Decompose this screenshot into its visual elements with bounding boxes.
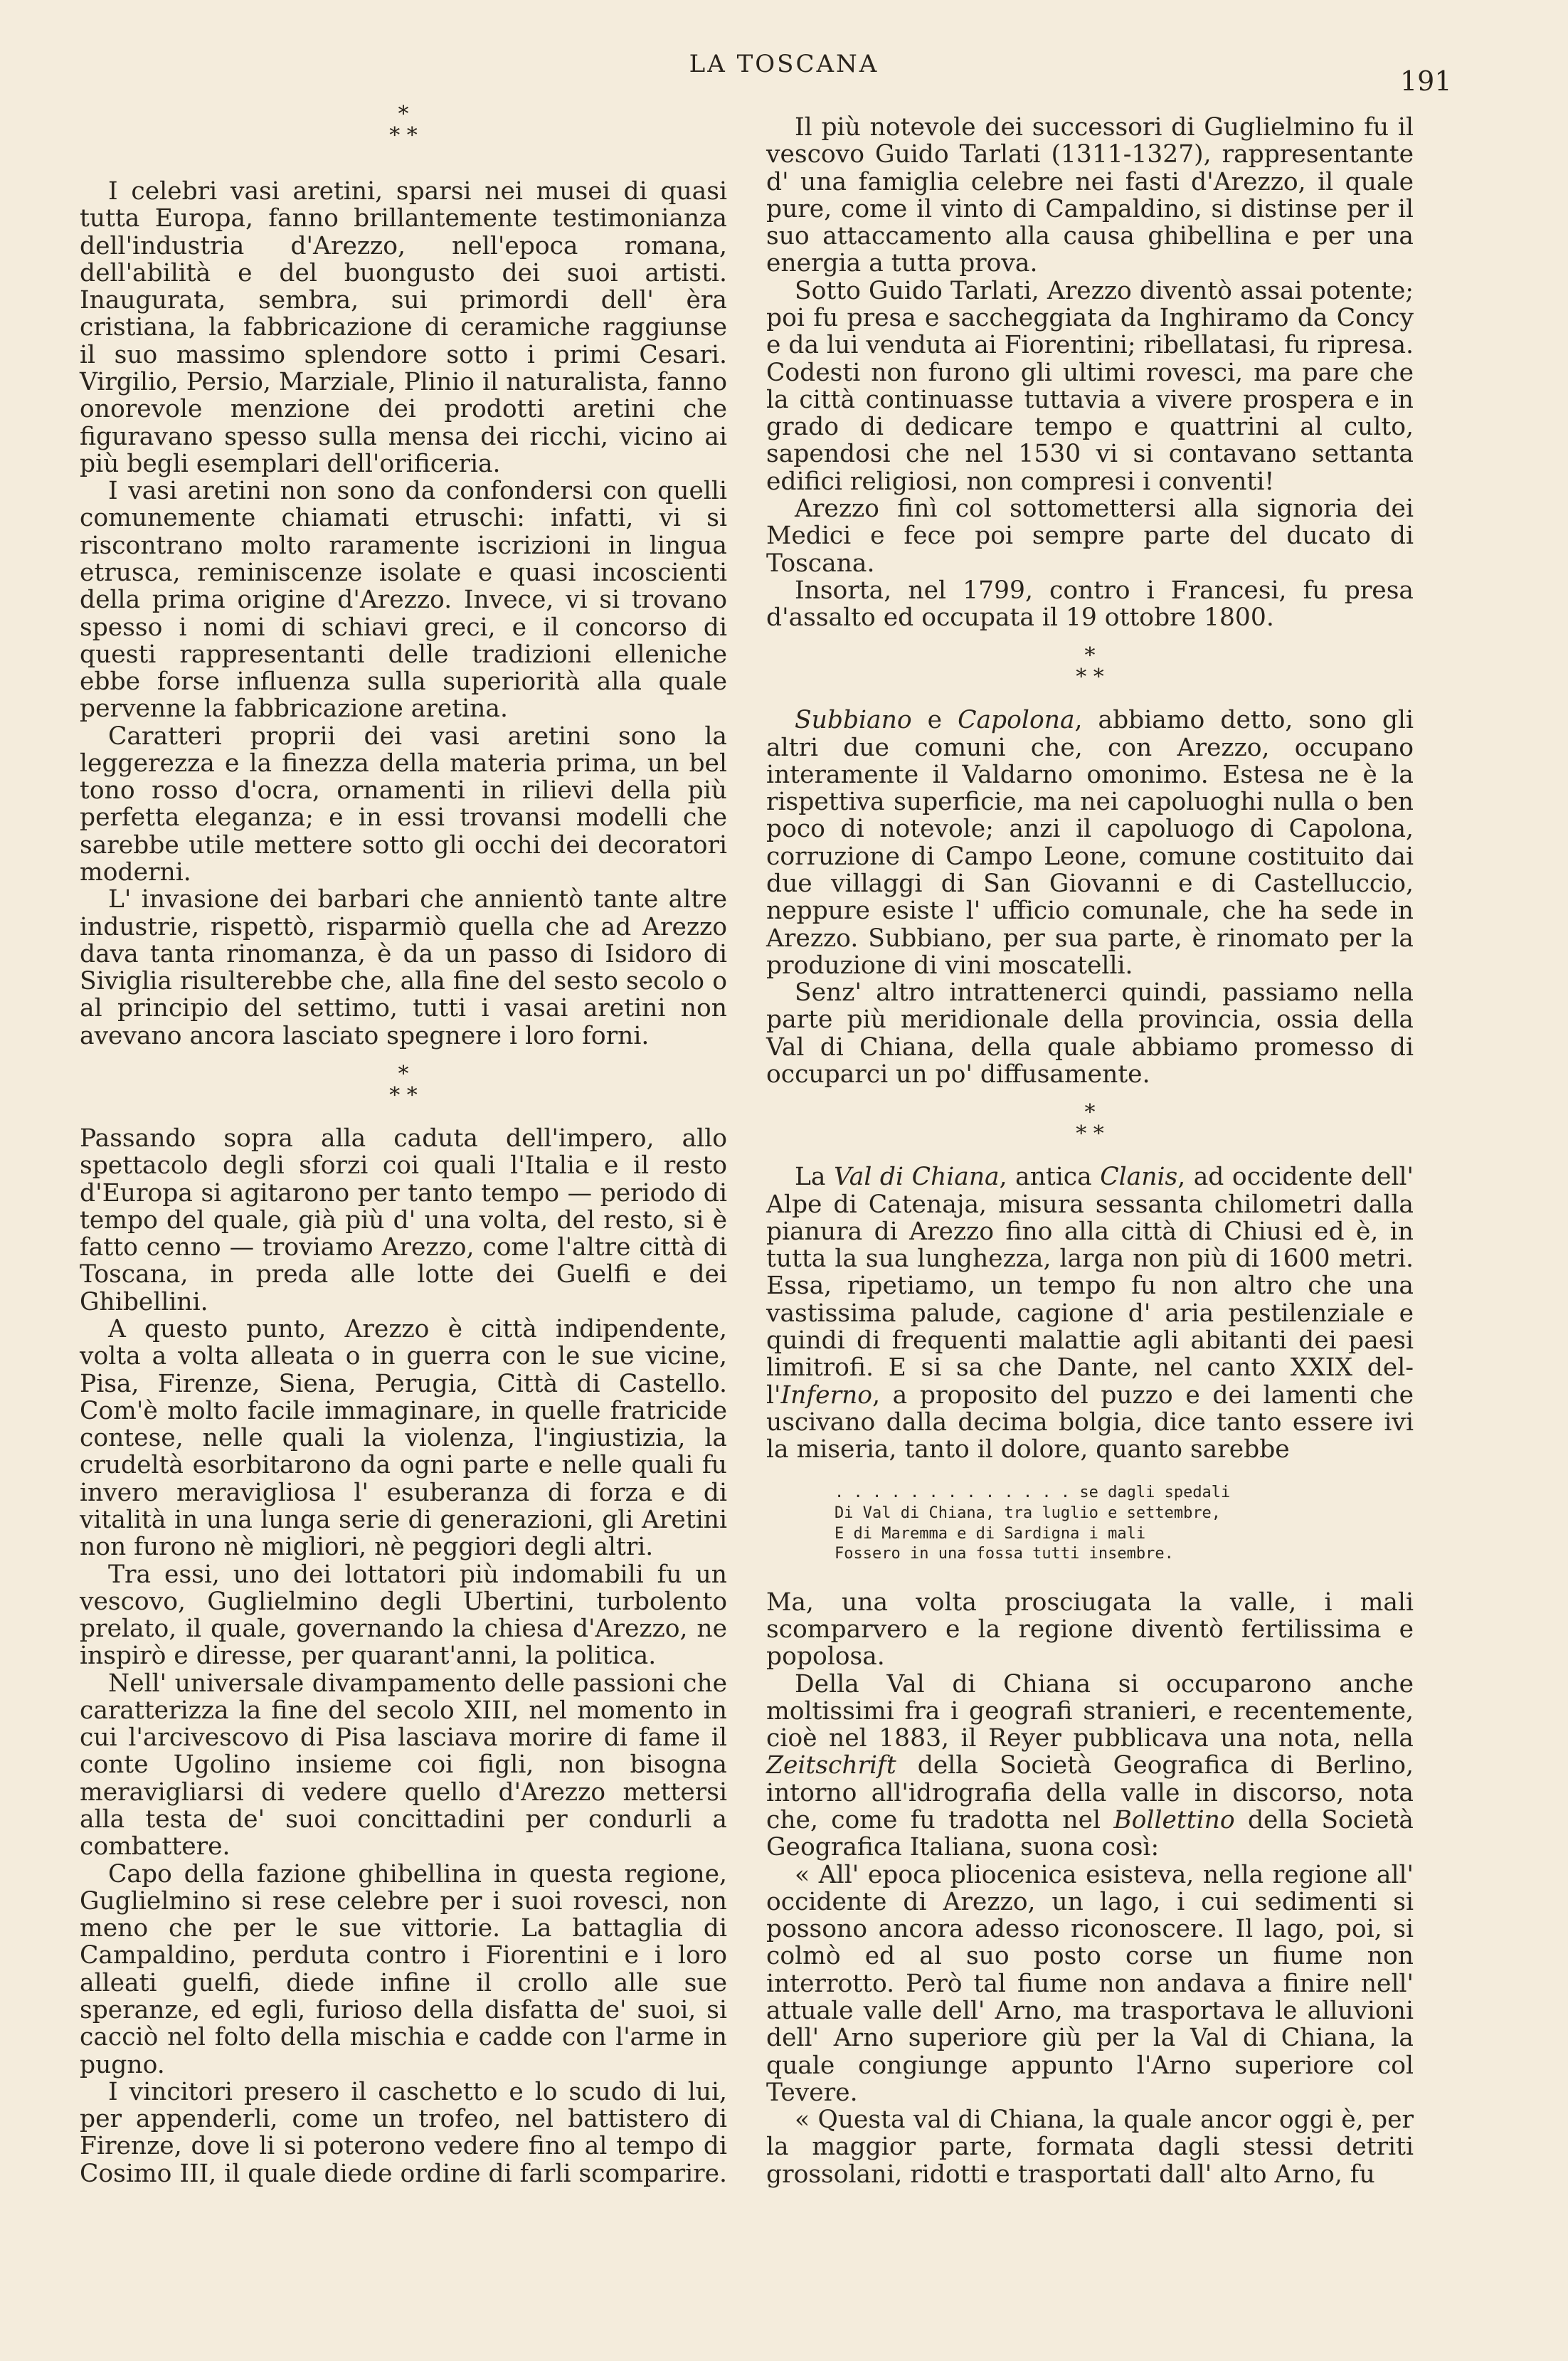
text-run: , abbiamo detto, sono gli altri due comuni che, con Arezzo, occupano interamente il Valdarno omonimo. Estesa ne è la rispettiva superficie, ma nei capoluoghi nulla o ben poco di notevole; anzi il capoluogo di Capolona, corruzione di Campo Leone, comune costituito dai due villaggi di San Giovanni e di Castelluccio, neppure esiste l' ufficio comunale, che ha sede in Arezzo. Subbiano, per sua parte, è rinomato per la produzione di vini moscatelli. — [766, 706, 1414, 980]
paragraph: « All' epoca pliocenica esisteva, nella regione all' occidente di Arezzo, un lago, i cui sedimenti si possono ancora adesso riconoscere. Il lago, poi, si colmò ed al suo posto corse un fiume non interrotto. Però tal fiume non andava a finire nell' attuale valle dell' Arno, ma trasportava le alluvioni dell' Arno superiore giù per la Val di Chiana, la quale congiunge appunto l'Arno superiore col Tevere. — [766, 1860, 1414, 2107]
paragraph: Il più notevole dei successori di Guglielmino fu il vescovo Guido Tarlati (1311-1327), rappresentante d' una famiglia celebre nei fasti d'Arezzo, il quale pure, come il vinto di Campaldino, si distinse per il suo attaccamento alla causa ghibellina e per una energia a tutta prova. — [766, 113, 1414, 278]
paragraph: Senz' altro intrattenerci quindi, passiamo nella parte più meridionale della provincia, ossia della Val di Chiana, della quale abbiamo promesso di occuparci un po' diffusamente. — [766, 978, 1414, 1089]
verse-line: Di Val di Chiana, tra luglio e settembre, — [835, 1504, 1222, 1522]
text-run: , a proposito del puzzo e dei lamenti che uscivano dalla decima bolgia, dice tanto essere ivi la miseria, tanto il dolore, quanto sarebbe — [766, 1380, 1414, 1464]
paragraph: L' invasione dei barbari che annientò tante altre industrie, rispettò, risparmiò quella che ad Arezzo dava tanta rinomanza, è da un passo di Isidoro di Siviglia risulterebbe che, alla fine del sesto secolo o al principio del settimo, tutti i vasai aretini non avevano ancora lasciato spegnere i loro forni. — [80, 885, 727, 1050]
separator-star-top: * — [1084, 1100, 1096, 1126]
paragraph — [766, 707, 1414, 979]
place-name-clanis: Clanis — [1100, 1163, 1178, 1192]
section-separator — [80, 104, 727, 147]
paragraph: Capo della fazione ghibellina in questa regione, Guglielmino si rese celebre per i suoi rovesci, non meno che per le sue vittorie. La battaglia di Campaldino, perduta contro i Fiorentini e i loro alleati guelfi, diede infine il crollo alle sue speranze, ed egli, furioso della disfatta de' suoi, si cacciò nel folto della mischia e cadde con l'arme in pugno. — [80, 1859, 727, 2079]
journal-title-zeitschrift: Zeitschrift — [766, 1751, 896, 1780]
text-run: della Società Geografica di Berlino, intorno all'idrografia della valle in discorso, nota che, come fu tradotta nel — [766, 1751, 1414, 1834]
right-column — [766, 114, 1414, 2188]
section-separator — [80, 1064, 727, 1106]
running-header: LA TOSCANA — [689, 50, 879, 78]
paragraph: Ma, una volta prosciugata la valle, i mali scomparvero e la regione diventò fertilissima e popolosa. — [766, 1588, 1414, 1671]
paragraph: Passando sopra alla caduta dell'impero, allo spettacolo degli sforzi coi quali l'Italia e il resto d'Europa si agitarono per tanto tempo — periodo di tempo del quale, già più d' una volta, del resto, si è fatto cenno — troviamo Arezzo, come l'altre città di Toscana, in preda alle lotte dei Guelfi e dei Ghibellini. — [80, 1124, 727, 1316]
paragraph: Arezzo finì col sottomettersi alla signoria dei Medici e fece poi sempre parte del ducato di Toscana. — [766, 494, 1414, 578]
place-name-subbiano: Subbiano — [795, 706, 912, 735]
separator-star-bottom: * * — [1076, 665, 1104, 690]
verse-quotation — [835, 1483, 1414, 1564]
paragraph: A questo punto, Arezzo è città indipendente, volta a volta alleata o in guerra con le sue vicine, Pisa, Firenze, Siena, Perugia, Città di Castello. Com'è molto facile immaginare, in quelle fratricide contese, nelle quali la violenza, l'ingiustizia, la crudeltà esorbitarono da ogni parte e nelle quali fu invero meravigliosa l' esuberanza di forza e di vitalità in una lunga serie di generazioni, gli Aretini non furono nè migliori, nè peggiori degli altri. — [80, 1314, 727, 1562]
paragraph — [766, 1671, 1414, 1861]
page-number: 191 — [1400, 65, 1452, 97]
work-title-inferno: Inferno — [780, 1380, 873, 1410]
verse-line: Fossero in una fossa tutti insembre. — [835, 1545, 1174, 1563]
verse-line: E di Maremma e di Sardigna i mali — [835, 1524, 1146, 1543]
paragraph: I vasi aretini non sono da confondersi con quelli comunemente chiamati etruschi: infatti, vi si riscontrano molto raramente iscrizioni in lingua etrusca, reminiscenze isolate e quasi incoscienti della prima origine d'Arezzo. Invece, vi si trovano spesso i nomi di schiavi greci, e il concorso di questi rappresentanti delle tradizioni elleniche ebbe forse influenza sulla superiorità alla quale pervenne la fabbricazione aretina. — [80, 477, 727, 724]
paragraph: Nell' universale divampamento delle passioni che caratterizza la fine del secolo XIII, nel momento in cui l'arcivescovo di Pisa lasciava morire di fame il conte Ugolino insieme coi figli, non bisogna meravigliarsi di vedere quello d'Arezzo mettersi alla testa de' suoi concittadini per condurli a combattere. — [80, 1669, 727, 1861]
separator-star-top: * — [398, 1062, 409, 1087]
text-run: , antica — [999, 1163, 1101, 1192]
text-run: La — [795, 1163, 835, 1192]
text-run: , ad occidente dell' Alpe di Catenaja, misura sessanta chilometri dalla pianura di Arezzo fino alla città di Chiusi ed è, in tutta la sua lunghezza, larga non più di 1600 metri. Essa, ripetiamo, un tempo fu non altro che una vastissima palude, cagione d' aria pestilenziale e quindi di frequenti malattie agli abitanti dei paesi limitrofi. E si sa che Dante, nel canto XXIX del- l' — [766, 1163, 1414, 1410]
text-run: Della Val di Chiana si occuparono anche moltissimi fra i geografi stranieri, e recentemente, cioè nel 1883, il Reyer pubblicava una nota, nella — [766, 1669, 1414, 1753]
place-name-capolona: Capolona — [958, 706, 1075, 735]
paragraph — [766, 1163, 1414, 1463]
paragraph: Insorta, nel 1799, contro i Francesi, fu presa d'assalto ed occupata il 19 ottobre 1800. — [766, 576, 1414, 633]
paragraph: Tra essi, uno dei lottatori più indomabili fu un vescovo, Guglielmino degli Ubertini, turbolento prelato, il quale, governando la chiesa d'Arezzo, ne inspirò e diresse, per quarant'anni, la politica. — [80, 1560, 727, 1671]
journal-title-bollettino: Bollettino — [1113, 1806, 1235, 1834]
separator-star-top: * — [398, 102, 409, 127]
place-name-val-di-chiana: Val di Chiana — [834, 1163, 1000, 1192]
section-separator — [766, 1102, 1414, 1145]
text-run: della Società Geografica Italiana, suona così: — [766, 1806, 1414, 1862]
separator-star-bottom: * * — [389, 123, 418, 148]
separator-star-top: * — [1084, 643, 1096, 669]
verse-line: . . . . . . . . . . . . . se dagli spedali — [835, 1484, 1231, 1502]
separator-star-bottom: * * — [389, 1083, 418, 1108]
paragraph: « Questa val di Chiana, la quale ancor oggi è, per la maggior parte, formata dagli stessi detriti grossolani, ridotti e trasportati dall' alto Arno, fu — [766, 2106, 1414, 2189]
paragraph: I celebri vasi aretini, sparsi nei musei di quasi tutta Europa, fanno brillantemente testimonianza dell'industria d'Arezzo, nell'epoca romana, dell'abilità e del buongusto dei suoi artisti. Inaugurata, sembra, sui primordi dell' èra cristiana, la fabbricazione di ceramiche raggiunse il suo massimo splendore sotto i primi Cesari. Virgilio, Persio, Marziale, Plinio il naturalista, fanno onorevole menzione dei prodotti aretini che figuravano spesso sulla mensa dei ricchi, vicino ai più begli esemplari dell'orificeria. — [80, 177, 727, 478]
paragraph: I vincitori presero il caschetto e lo scudo di lui, per appenderli, come un trofeo, nel battistero di Firenze, dove li si poterono vedere fino al tempo di Cosimo III, il quale diede ordine di farli scomparire. — [80, 2077, 728, 2188]
section-separator — [766, 645, 1414, 688]
left-column — [80, 102, 728, 2188]
paragraph: Sotto Guido Tarlati, Arezzo diventò assai potente; poi fu presa e saccheggiata da Inghiramo da Concy e da lui venduta ai Fiorentini; ribellatasi, fu ripresa. Codesti non furono gli ultimi rovesci, ma pare che la città continuasse tuttavia a vivere prospera e in grado di dedicare tempo e quattrini al culto, sapendosi che nel 1530 vi si contavano settanta edifici religiosi, non compresi i conventi! — [766, 276, 1414, 496]
separator-star-bottom: * * — [1076, 1121, 1104, 1147]
text-run: e — [911, 706, 958, 735]
paragraph: Caratteri proprii dei vasi aretini sono la leggerezza e la finezza della materia prima, un bel tono rosso d'ocra, ornamenti in rilievi della più perfetta eleganza; e in essi trovansi modelli che sarebbe utile mettere sotto gli occhi dei decoratori moderni. — [80, 722, 727, 887]
